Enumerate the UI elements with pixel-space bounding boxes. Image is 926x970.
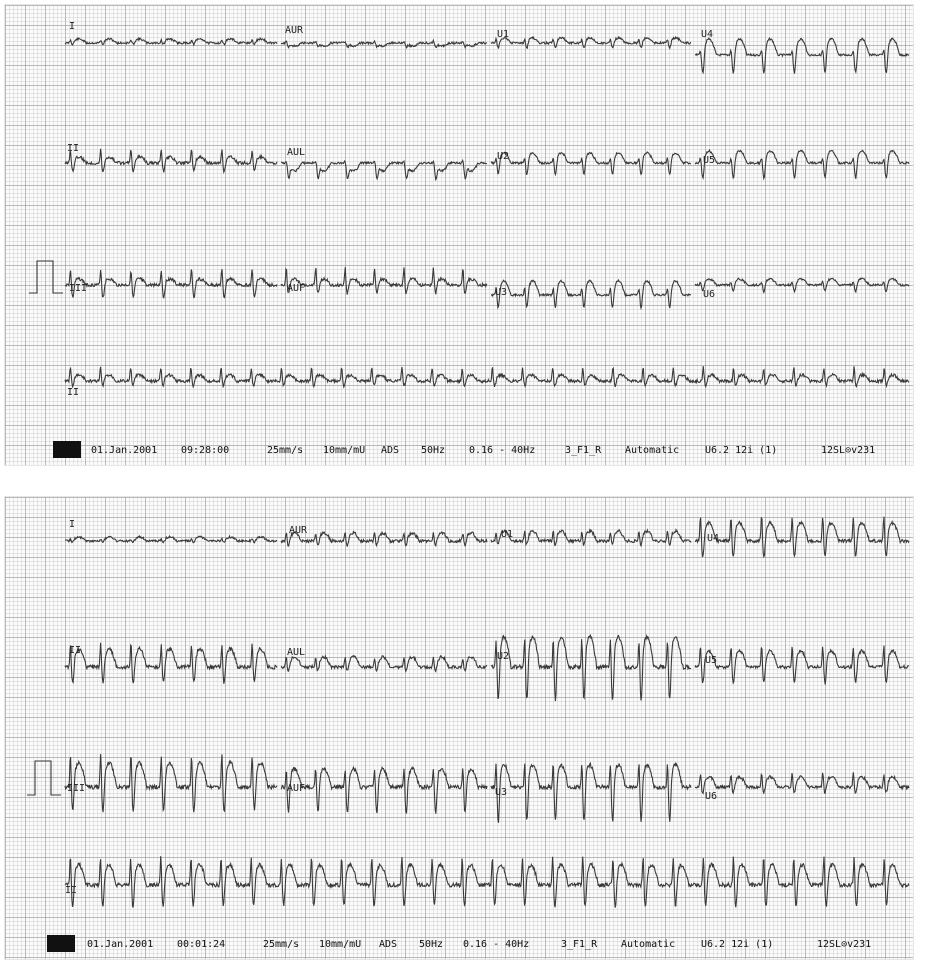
lead-label-a-aur: AUR — [285, 25, 304, 36]
ecg-strip-b — [4, 496, 914, 960]
trace-b-u4 — [695, 517, 909, 557]
lead-label-a-ii: II — [67, 143, 80, 154]
footer-gain: 10mm/mU — [319, 939, 362, 950]
footer-time: 09:28:00 — [181, 445, 230, 456]
lead-label-b-u5: U5 — [705, 655, 718, 666]
lead-label-b-i: I — [69, 519, 76, 530]
footer-marker-a — [53, 441, 81, 458]
footer-speed: 25mm/s — [267, 445, 304, 456]
trace-b-u1 — [491, 530, 691, 546]
lead-label-a-i: I — [69, 21, 76, 32]
trace-a-u5 — [695, 150, 909, 179]
trace-a-aur — [281, 40, 487, 48]
footer-mode: Automatic — [625, 445, 680, 456]
lead-label-b-aur: AUR — [289, 525, 308, 536]
footer-ads: ADS — [381, 445, 400, 456]
lead-label-a-u2: U2 — [497, 151, 510, 162]
footer-mains: 50Hz — [421, 445, 446, 456]
lead-label-b-u1: U1 — [501, 529, 514, 540]
footer-device: 12SL⊙v231 — [817, 939, 872, 950]
footer-marker-b — [47, 935, 75, 952]
footer-filter: 0.16 - 40Hz — [463, 939, 530, 950]
lead-label-b-u2: U2 — [497, 651, 510, 662]
trace-b-u5 — [695, 646, 909, 685]
lead-label-b-ii: II — [69, 645, 82, 656]
trace-a-auf — [281, 267, 487, 295]
trace-a-i — [65, 38, 277, 45]
trace-a-aul — [281, 160, 487, 179]
footer-mains: 50Hz — [419, 939, 444, 950]
trace-b-aul — [281, 656, 487, 672]
lead-label-b-u6: U6 — [705, 791, 718, 802]
footer-ads: ADS — [379, 939, 398, 950]
lead-label-b-u4: U4 — [707, 533, 720, 544]
trace-b-rhythm-ii — [65, 856, 909, 908]
footer-device: 12SL⊙v231 — [821, 445, 876, 456]
footer-time: 00:01:24 — [177, 939, 226, 950]
trace-b-i — [65, 536, 277, 543]
lead-label-a-rhythm-ii: II — [67, 387, 80, 398]
calibration-pulse-b — [27, 761, 61, 795]
footer-speed: 25mm/s — [263, 939, 300, 950]
trace-a-u6 — [695, 278, 909, 292]
footer-date: 01.Jan.2001 — [87, 939, 154, 950]
trace-b-u6 — [695, 772, 909, 793]
calibration-pulse-a — [29, 261, 63, 293]
lead-label-b-rhythm-ii: II — [65, 885, 78, 896]
trace-b-ii — [65, 643, 277, 684]
lead-label-a-u5: U5 — [703, 155, 716, 166]
footer-mode: Automatic — [621, 939, 676, 950]
footer-config: 3_F1_R — [561, 939, 598, 950]
trace-b-iii — [65, 754, 277, 812]
trace-a-u2 — [491, 152, 691, 175]
trace-a-u1 — [491, 37, 691, 49]
lead-label-a-u1: U1 — [497, 29, 510, 40]
trace-b-u2 — [491, 635, 691, 701]
footer-filter: 0.16 - 40Hz — [469, 445, 536, 456]
trace-b-aur — [281, 532, 487, 547]
lead-label-b-auf: AUF — [287, 783, 306, 794]
footer-version: U6.2 12i (1) — [701, 939, 774, 950]
footer-date: 01.Jan.2001 — [91, 445, 158, 456]
lead-label-a-u6: U6 — [703, 289, 716, 300]
ecg-strip-a — [4, 4, 914, 466]
lead-label-a-u4: U4 — [701, 29, 714, 40]
trace-a-u4 — [695, 38, 909, 73]
lead-label-a-aul: AUL — [287, 147, 306, 158]
footer-config: 3_F1_R — [565, 445, 602, 456]
trace-a-iii — [65, 269, 277, 298]
lead-label-a-u3: U3 — [495, 287, 508, 298]
lead-label-b-u3: U3 — [495, 787, 508, 798]
trace-a-u3 — [491, 280, 691, 308]
lead-label-a-iii: III — [69, 283, 88, 294]
ecg-traces-b — [5, 497, 913, 959]
lead-label-b-iii: III — [67, 783, 86, 794]
trace-b-auf — [281, 767, 487, 813]
trace-b-u3 — [491, 763, 691, 823]
footer-gain: 10mm/mU — [323, 445, 366, 456]
footer-version: U6.2 12i (1) — [705, 445, 778, 456]
ecg-traces-a — [5, 5, 913, 465]
lead-label-a-auf: AUF — [287, 283, 306, 294]
trace-a-rhythm-ii — [65, 366, 909, 387]
lead-label-b-aul: AUL — [287, 647, 306, 658]
trace-a-ii — [65, 149, 277, 173]
